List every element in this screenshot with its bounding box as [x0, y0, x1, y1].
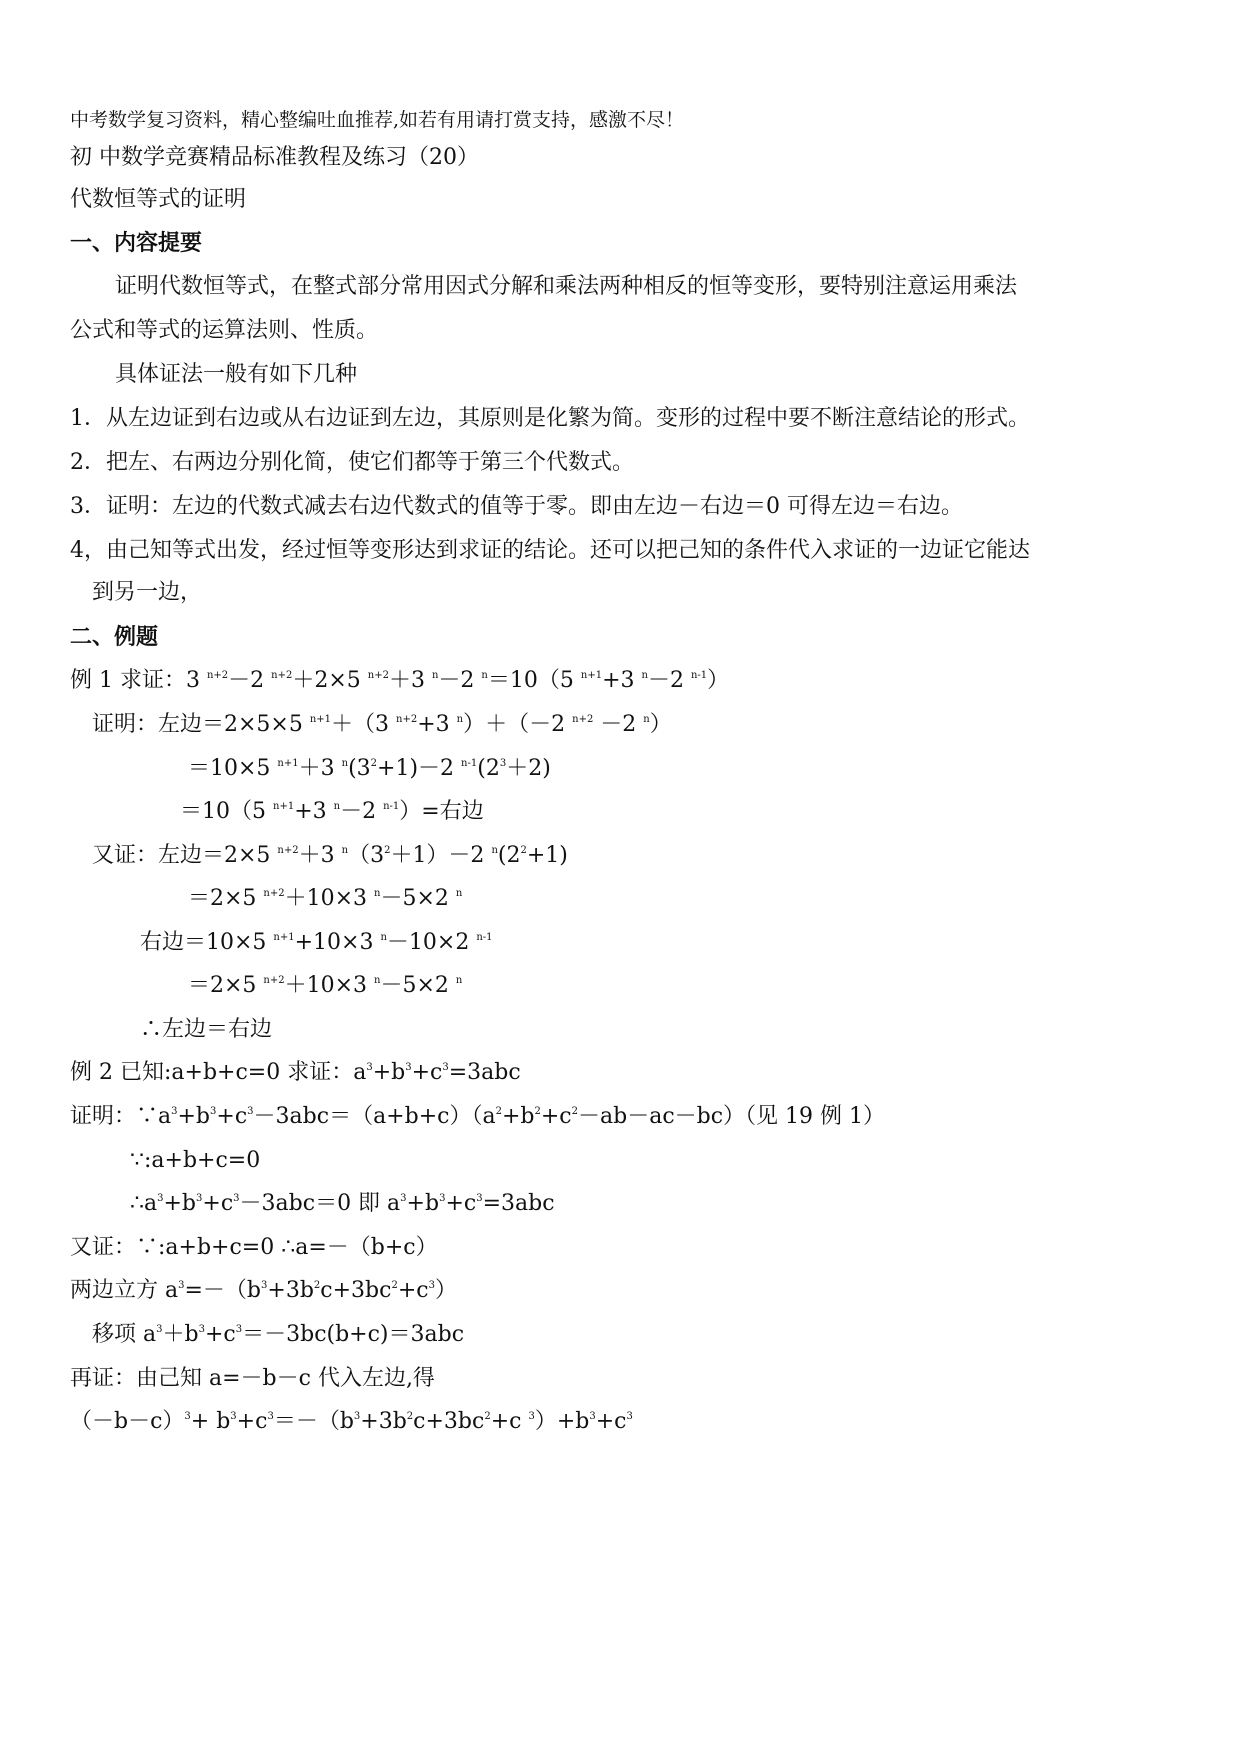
example1-alt-proof-line1: 又证：左边＝2×5 $^{n+2}$＋3 $^n(3^2+1)-2$ $^n(2^2+1)$ [92, 843, 568, 868]
page-header-note: 中考数学复习资料，精心整编吐血推荐,如若有用请打赏支持，感激不尽！ [70, 109, 685, 131]
page-subtitle: 代数恒等式的证明 [70, 187, 247, 212]
method-item-1: 1．从左边证到右边或从右边证到左边，其原则是化繁为简。变形的过程中要不断注意结论的形式。 [70, 406, 1031, 431]
summary-methods-intro: 具体证法一般有如下几种 [115, 362, 358, 387]
page-title: 初 中数学竞赛精品标准教程及练习（20） [70, 145, 479, 170]
example1-statement: 例 1 求证：3 $^{n+2}$－2 $^{n+2}$＋2×5 $^{n+2}$＋3 $^n$－2 $^n$＝10（5 $^{n+1}$+3 $^n$－2 $^{n-1}$） [70, 668, 730, 693]
section-heading-examples: 二、例题 [70, 624, 159, 650]
example2-statement: 例 2 已知:a+b+c=0 求证：$a^3+b^3+c^3=3abc$ [70, 1060, 521, 1085]
method-item-4-continued: 到另一边， [92, 580, 203, 605]
example2-third-proof-line1: 再证：由己知 a=－b－c 代入左边,得 [70, 1366, 435, 1391]
example1-proof-line1: 证明：左边＝2×5×5 $^{n+1}$＋（3 $^{n+2}$+3 $^n$）＋（－2 $^{n+2}$ －2 $^n$） [92, 712, 672, 737]
example2-proof-line3: $\therefore a^3+b^3+c^3-3abc=0$ 即 $a^3+b^3+c^3=3abc$ [130, 1191, 555, 1216]
example1-proof-line3: ＝10（5 $^{n+1}$+3 $^n$－2 $^{n-1}$）=右边 [180, 799, 484, 824]
method-item-4: 4，由己知等式出发，经过恒等变形达到求证的结论。还可以把己知的条件代入求证的一边证它能达 [70, 538, 1031, 563]
section-heading-summary: 一、内容提要 [70, 230, 203, 256]
example1-conclusion: ∴左边＝右边 [140, 1017, 273, 1042]
method-item-3: 3．证明：左边的代数式减去右边代数式的值等于零。即由左边－右边＝0 可得左边＝右边。 [70, 494, 963, 519]
example1-alt-proof-line2: ＝2×5 $^{n+2}$＋10×3 $^n$－5×2 $^n$ [188, 886, 463, 911]
example2-alt-proof-line3: 移项 $a^3+b^3+c^3=-3bc(b+c)=3abc$ [92, 1322, 465, 1347]
example2-alt-proof-line2: 两边立方 $a^3=-(b^3+3b^2c+3bc^2+c^3)$ [70, 1278, 457, 1303]
summary-paragraph-line1: 证明代数恒等式，在整式部分常用因式分解和乘法两种相反的恒等变形，要特别注意运用乘法 [115, 274, 1018, 299]
example1-right-side-line1: 右边＝10×5 $^{n+1}$+10×3 $^n$－10×2 $^{n-1}$ [140, 930, 493, 955]
example1-right-side-line2: ＝2×5 $^{n+2}$＋10×3 $^n$－5×2 $^n$ [188, 973, 463, 998]
example2-alt-proof-line1: 又证：∵:a+b+c=0 ∴a=－（b+c） [70, 1235, 438, 1260]
summary-paragraph-line2: 公式和等式的运算法则、性质。 [70, 318, 379, 343]
example1-proof-line2: ＝10×5 $^{n+1}$＋3 $^n(3^2+1)-2$ $^{n-1}(2^3+2)$ [188, 756, 551, 781]
example2-third-proof-line2: $(-b-c)^3+ b^3+c^3=-(b^3+3b^2c+3bc^2+c$ $^3)+b^3+c^3$ [70, 1409, 633, 1434]
method-item-2: 2．把左、右两边分别化简，使它们都等于第三个代数式。 [70, 450, 634, 475]
example2-proof-line2: ∵:a+b+c=0 [130, 1148, 261, 1173]
example2-proof-line1: 证明：$\because a^3+b^3+c^3-3abc=(a+b+c)(a^2+b^2+c^2-ab-ac-bc)$（见 19 例 1） [70, 1104, 886, 1129]
